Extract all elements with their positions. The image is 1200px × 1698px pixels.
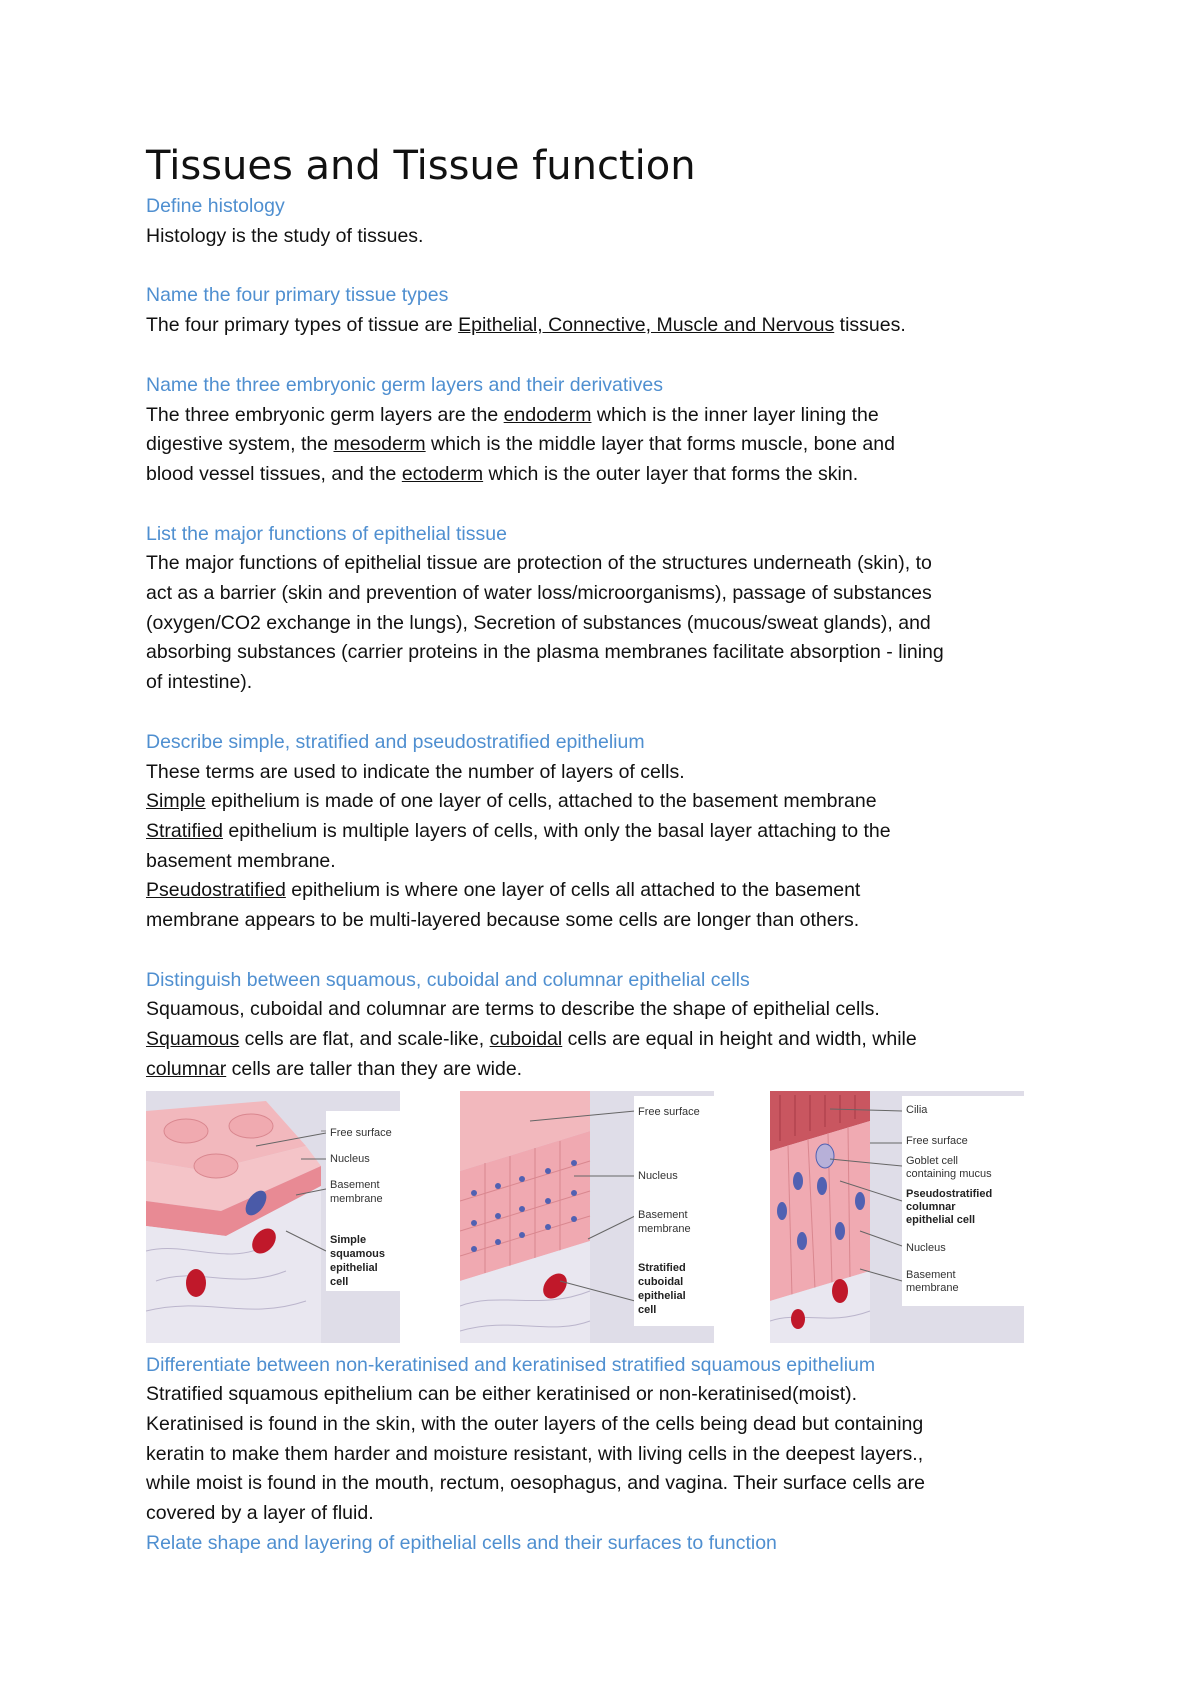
answer-line: act as a barrier (skin and prevention of water loss/microorganisms), passage of substances [146, 582, 932, 605]
label-membrane: membrane [906, 1281, 959, 1294]
label-goblet-cell: Goblet cell [906, 1154, 958, 1167]
answer-line: Keratinised is found in the skin, with the outer layers of the cells being dead but containing [146, 1412, 924, 1435]
squamous-figure [146, 1091, 400, 1343]
squamous-illustration [146, 1091, 400, 1343]
caption-line: Stratified [638, 1261, 686, 1274]
label-basement: Basement [330, 1178, 380, 1191]
answer-shapes: Squamous cells are flat, and scale-like, cuboidal cells are equal in height and width, while [146, 1028, 917, 1051]
epithelium-figures [146, 1091, 1086, 1347]
label-membrane: membrane [330, 1192, 383, 1205]
answer-line: of intestine). [146, 671, 253, 694]
document-page [146, 140, 1086, 1559]
answer-columnar: columnar cells are taller than they are wide. [146, 1057, 523, 1080]
answer-stratified: Stratified epithelium is multiple layers of cells, with only the basal layer attaching to the [146, 819, 891, 842]
caption-line: Simple [330, 1233, 367, 1246]
answer-histology: Histology is the study of tissues. [146, 224, 424, 247]
answer-line: absorbing substances (carrier proteins in the plasma membranes facilitate absorption - lining [146, 641, 944, 664]
answer-line: while moist is found in the mouth, rectum, oesophagus, and vagina. Their surface cells are [146, 1472, 925, 1495]
answer-simple: Simple epithelium is made of one layer of cells, attached to the basement membrane [146, 790, 877, 813]
answer-line: basement membrane. [146, 849, 336, 872]
answer-line: The major functions of epithelial tissue are protection of the structures underneath (skin), to [146, 552, 932, 575]
caption-line: epithelial [330, 1261, 378, 1274]
caption-line: cell [638, 1303, 657, 1316]
question-histology: Define histology [146, 195, 285, 217]
label-goblet-mucus: containing mucus [906, 1167, 992, 1180]
cuboidal-figure [460, 1091, 714, 1343]
caption-line: cell [330, 1275, 349, 1288]
label-basement: Basement [638, 1208, 688, 1221]
cuboidal-illustration [460, 1091, 714, 1343]
question-cell-shapes: Distinguish between squamous, cuboidal and columnar epithelial cells [146, 968, 750, 991]
answer-line: keratin to make them harder and moisture resistant, with living cells in the deepest layers., [146, 1442, 924, 1465]
label-nucleus: Nucleus [906, 1241, 946, 1254]
answer-germ-layers-line: The three embryonic germ layers are the endoderm which is the inner layer lining the [146, 403, 879, 426]
label-free-surface: Free surface [906, 1134, 968, 1147]
label-nucleus: Nucleus [330, 1152, 370, 1165]
answer-line: Squamous, cuboidal and columnar are terms to describe the shape of epithelial cells. [146, 998, 880, 1021]
question-tissue-types: Name the four primary tissue types [146, 284, 449, 307]
label-cilia: Cilia [906, 1103, 928, 1116]
caption-line: epithelial cell [906, 1213, 976, 1226]
label-free-surface: Free surface [638, 1105, 700, 1118]
caption-line: columnar [906, 1200, 956, 1213]
answer-line: Stratified squamous epithelium can be either keratinised or non-keratinised(moist). [146, 1383, 858, 1406]
answer-germ-layers-line: digestive system, the mesoderm which is the middle layer that forms muscle, bone and [146, 433, 895, 456]
answer-line: membrane appears to be multi-layered because some cells are longer than others. [146, 909, 860, 932]
label-nucleus: Nucleus [638, 1169, 678, 1182]
caption-line: squamous [330, 1247, 386, 1260]
question-epithelial-functions: List the major functions of epithelial tissue [146, 522, 507, 545]
caption-line: epithelial [638, 1289, 686, 1302]
page-title: Tissues and Tissue function [146, 143, 696, 189]
answer-line: (oxygen/CO2 exchange in the lungs), Secretion of substances (mucous/sweat glands), and [146, 611, 931, 634]
answer-germ-layers-line: blood vessel tissues, and the ectoderm which is the outer layer that forms the skin. [146, 462, 859, 485]
caption-line: cuboidal [638, 1275, 684, 1288]
label-membrane: membrane [638, 1222, 691, 1235]
columnar-illustration [770, 1091, 1024, 1343]
question-keratinised: Differentiate between non-keratinised and keratinised stratified squamous epithelium [146, 1353, 876, 1376]
answer-line: These terms are used to indicate the number of layers of cells. [146, 760, 685, 783]
question-epithelium-layers: Describe simple, stratified and pseudostratified epithelium [146, 730, 645, 753]
answer-tissue-types: The four primary types of tissue are Epithelial, Connective, Muscle and Nervous tissues. [146, 314, 906, 337]
label-free-surface: Free surface [330, 1126, 392, 1139]
label-basement: Basement [906, 1268, 956, 1281]
question-shape-function: Relate shape and layering of epithelial cells and their surfaces to function [146, 1531, 777, 1554]
columnar-figure [770, 1091, 1024, 1343]
question-germ-layers: Name the three embryonic germ layers and their derivatives [146, 373, 663, 396]
answer-line: covered by a layer of fluid. [146, 1502, 374, 1525]
answer-pseudostratified: Pseudostratified epithelium is where one layer of cells all attached to the basement [146, 879, 861, 902]
caption-line: Pseudostratified [906, 1187, 993, 1200]
